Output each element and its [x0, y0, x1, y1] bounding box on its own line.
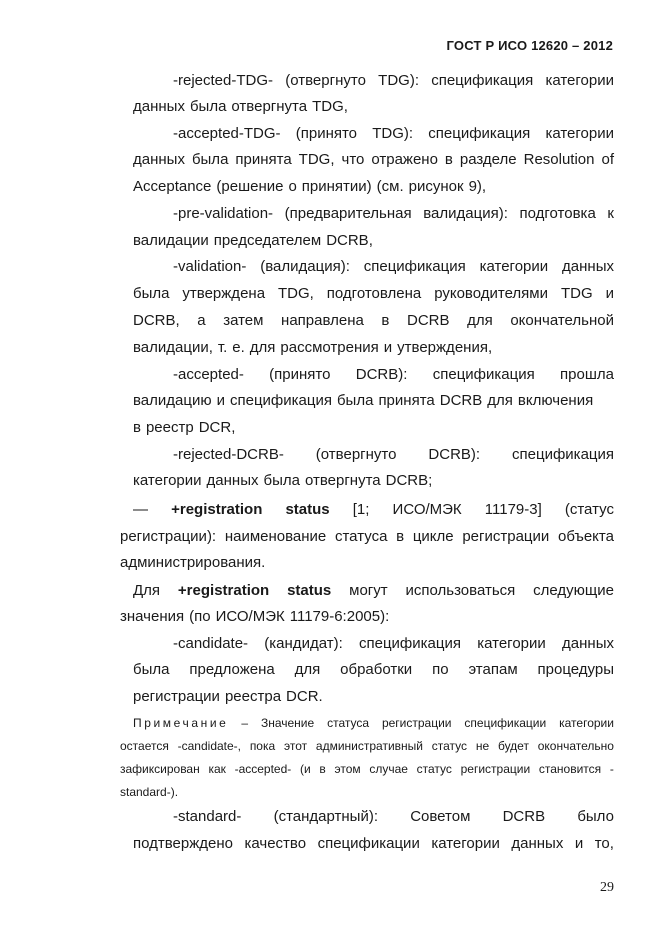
word: спецификация	[431, 72, 534, 89]
word: TDG):	[378, 72, 419, 89]
word: ИСО/МЭК	[392, 501, 462, 518]
word: то,	[594, 835, 614, 852]
word: Советом	[410, 808, 471, 825]
word: Resolution	[523, 151, 595, 168]
word: категории	[431, 835, 500, 852]
word: (статус	[564, 501, 614, 518]
word: была	[133, 661, 170, 678]
word: категории	[477, 635, 546, 652]
word: (принято	[295, 125, 358, 142]
text-line	[133, 232, 614, 250]
word: реестр	[145, 419, 194, 436]
word: была	[189, 98, 227, 115]
word: -rejected-DCRB-	[173, 446, 284, 463]
word: (и	[299, 762, 311, 776]
word: зафиксирован	[120, 762, 200, 776]
word: прошла	[560, 366, 614, 383]
word: утверждения,	[397, 339, 493, 356]
text-line	[133, 419, 614, 437]
note-line	[120, 762, 614, 777]
word: будет	[497, 739, 529, 753]
word: регистрации):	[120, 528, 217, 545]
word: для	[294, 661, 321, 678]
word: административный	[315, 739, 423, 753]
word: разделе	[459, 151, 517, 168]
word: принята	[235, 151, 292, 168]
word: качество	[244, 835, 307, 852]
word: категории	[545, 72, 614, 89]
word: следующие	[533, 582, 614, 599]
word: Значение	[260, 716, 315, 730]
word: пока	[249, 739, 276, 753]
word: принятии)	[301, 178, 372, 195]
word: была	[336, 392, 374, 409]
word: данных	[133, 98, 185, 115]
word: в	[396, 528, 405, 545]
word: рассмотрения	[280, 339, 379, 356]
word: включения	[517, 392, 594, 409]
word: DCRB):	[428, 446, 481, 463]
text-line	[173, 635, 614, 653]
word: в	[133, 419, 141, 436]
word: отвергнута	[304, 472, 381, 489]
word: подготовка	[519, 205, 596, 222]
word: для	[467, 312, 493, 329]
word: DCRB;	[385, 472, 433, 489]
word: окончательной	[510, 312, 614, 329]
word: спецификация	[229, 392, 332, 409]
word: регистрации	[133, 688, 220, 705]
word: направлена	[281, 312, 364, 329]
word: регистрации	[460, 762, 531, 776]
document-header: ГОСТ Р ИСО 12620 – 2012	[446, 38, 613, 53]
word: -candidate-,	[177, 739, 242, 753]
text-line	[133, 472, 614, 490]
word: рисунок	[408, 178, 464, 195]
word: 11179-6:2005):	[289, 608, 390, 625]
word: (валидация):	[260, 258, 350, 275]
word: предложена	[189, 661, 275, 678]
text-line	[133, 312, 614, 330]
text-line	[120, 554, 614, 572]
word: могут	[349, 582, 388, 599]
term-bold: status	[287, 582, 332, 599]
word: как	[208, 762, 226, 776]
word: и	[605, 285, 614, 302]
text-line	[133, 339, 614, 357]
word: DCRB,	[326, 232, 373, 249]
word: (предварительная	[284, 205, 412, 222]
word: категории	[545, 125, 614, 142]
word: этапам	[468, 661, 518, 678]
word: случае	[369, 762, 408, 776]
word: утверждена	[182, 285, 266, 302]
word: регистрации	[462, 528, 550, 545]
word: не	[475, 739, 490, 753]
word: -candidate-	[173, 635, 249, 652]
text-line	[133, 688, 614, 706]
word: категории	[133, 472, 202, 489]
word: 11179-3]	[484, 501, 542, 518]
word: окончательно	[537, 739, 614, 753]
text-line	[120, 528, 614, 546]
text-line	[173, 125, 614, 143]
text-line	[133, 582, 614, 600]
text-line	[173, 258, 614, 276]
word: -validation-	[173, 258, 247, 275]
text-line	[173, 72, 614, 90]
word: DCRB	[406, 312, 450, 329]
word: по	[432, 661, 449, 678]
word: -rejected-TDG-	[173, 72, 274, 89]
word: DCR.	[286, 688, 323, 705]
word: данных	[511, 835, 564, 852]
word: наименование	[224, 528, 327, 545]
word: обработки	[340, 661, 413, 678]
word: спецификация	[432, 366, 535, 383]
text-line	[173, 446, 614, 464]
word: процедуры	[537, 661, 614, 678]
word: спецификации	[317, 835, 420, 852]
word: председателем	[213, 232, 322, 249]
word: статуса	[327, 716, 370, 730]
text-line	[133, 392, 614, 410]
word: данных	[562, 258, 614, 275]
term-bold: +registration	[177, 582, 270, 599]
word: TDG	[560, 285, 593, 302]
word: -	[609, 762, 614, 776]
word: данных	[206, 472, 259, 489]
word: и	[574, 835, 584, 852]
word: что	[341, 151, 365, 168]
word: (кандидат):	[264, 635, 343, 652]
word: реестра	[224, 688, 282, 705]
word: спецификация	[359, 635, 461, 652]
word: принята	[378, 392, 435, 409]
word: статуса	[334, 528, 388, 545]
word: Для	[133, 582, 161, 599]
word: подготовлена	[326, 285, 422, 302]
note-line	[120, 785, 178, 800]
word: валидация):	[423, 205, 508, 222]
word: спецификации	[464, 716, 547, 730]
word: становится	[538, 762, 602, 776]
text-line	[133, 501, 614, 519]
note-line	[133, 716, 614, 731]
word: спецификация	[512, 446, 614, 463]
word: [1;	[352, 501, 370, 518]
word: -standard-	[173, 808, 242, 825]
word: о	[288, 178, 297, 195]
word: этом	[334, 762, 361, 776]
text-line	[133, 151, 614, 169]
word: использоваться	[405, 582, 516, 599]
word: (см.	[376, 178, 404, 195]
word: -accepted-	[234, 762, 292, 776]
text-line	[120, 608, 614, 626]
word: была	[191, 151, 229, 168]
word: к	[607, 205, 614, 222]
word: категории	[559, 716, 614, 730]
word: данных	[133, 151, 185, 168]
word: для	[487, 392, 513, 409]
word: валидации,	[133, 339, 213, 356]
word: of	[601, 151, 614, 168]
word: данных	[562, 635, 614, 652]
word: администрирования.	[120, 554, 266, 571]
word: регистрации	[381, 716, 452, 730]
word: статус	[431, 739, 468, 753]
word: статус	[416, 762, 452, 776]
word: т.	[217, 339, 228, 356]
text-line	[133, 98, 614, 116]
word: и	[216, 392, 225, 409]
word: цикле	[412, 528, 454, 545]
term-bold: status	[285, 501, 330, 518]
word: категории	[479, 258, 549, 275]
text-line	[173, 366, 614, 384]
word: для	[249, 339, 276, 356]
word: была	[133, 285, 170, 302]
page-number: 29	[600, 880, 614, 895]
word: DCRB,	[133, 312, 180, 329]
word: в	[381, 312, 390, 329]
word: подтверждено	[133, 835, 233, 852]
word: отражено	[371, 151, 438, 168]
word: спецификация	[428, 125, 531, 142]
word: валидацию	[133, 392, 212, 409]
word: спецификация	[363, 258, 466, 275]
note-label: Примечание	[133, 716, 229, 730]
word: а	[197, 312, 206, 329]
word: этот	[283, 739, 308, 753]
word: -accepted-	[173, 366, 244, 383]
text-line	[173, 808, 614, 826]
text-line	[133, 835, 614, 853]
word: -pre-validation-	[173, 205, 274, 222]
word: (отвергнуто	[285, 72, 366, 89]
word: TDG,	[278, 285, 314, 302]
word: TDG,	[298, 151, 335, 168]
word: 9),	[468, 178, 487, 195]
word: в	[319, 762, 326, 776]
word: —	[133, 501, 148, 518]
word: -accepted-TDG-	[173, 125, 281, 142]
text-line	[173, 205, 614, 223]
word: DCRB):	[355, 366, 408, 383]
word: отвергнута	[231, 98, 308, 115]
note-line	[120, 739, 614, 754]
word: (по	[189, 608, 211, 625]
word: было	[577, 808, 614, 825]
word: (отвергнуто	[315, 446, 397, 463]
word: DCRB	[502, 808, 546, 825]
text-line	[133, 661, 614, 679]
word: (принято	[269, 366, 331, 383]
word: standard-).	[120, 785, 179, 799]
word: е.	[232, 339, 245, 356]
word: (стандартный):	[273, 808, 378, 825]
word: объекта	[558, 528, 614, 545]
word: Acceptance	[133, 178, 212, 195]
word: была	[263, 472, 300, 489]
word: DCR,	[198, 419, 236, 436]
word: –	[241, 716, 249, 730]
word: TDG):	[372, 125, 414, 142]
word: затем	[223, 312, 264, 329]
word: ИСО/МЭК	[215, 608, 285, 625]
word: DCRB	[439, 392, 483, 409]
word: (решение	[216, 178, 284, 195]
word: в	[444, 151, 453, 168]
text-line	[133, 285, 614, 303]
term-bold: +registration	[171, 501, 263, 518]
word: TDG,	[312, 98, 348, 115]
word: и	[383, 339, 393, 356]
word: валидации	[133, 232, 209, 249]
word: значения	[120, 608, 185, 625]
word: руководителями	[434, 285, 548, 302]
word: остается	[120, 739, 169, 753]
text-line	[133, 178, 614, 196]
